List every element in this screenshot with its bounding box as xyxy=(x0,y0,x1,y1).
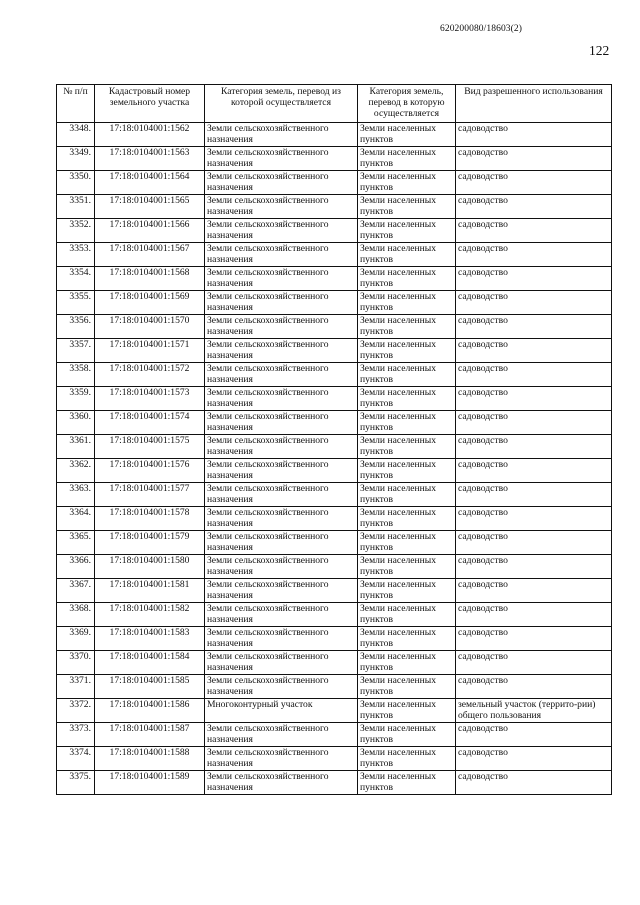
table-header-row xyxy=(57,85,612,123)
cadastral-number: 17:18:0104001:1584 xyxy=(95,651,205,675)
row-number: 3365. xyxy=(57,531,95,555)
category-to: Земли населенных пунктов xyxy=(358,411,456,435)
row-number: 3373. xyxy=(57,723,95,747)
row-number: 3359. xyxy=(57,387,95,411)
table-row xyxy=(57,675,612,699)
cadastral-number: 17:18:0104001:1572 xyxy=(95,363,205,387)
category-from: Земли сельскохозяйственного назначения xyxy=(205,627,358,651)
row-number: 3367. xyxy=(57,579,95,603)
permitted-use: садоводство xyxy=(456,363,612,387)
cadastral-number: 17:18:0104001:1573 xyxy=(95,387,205,411)
permitted-use: садоводство xyxy=(456,387,612,411)
table-row xyxy=(57,243,612,267)
row-number: 3360. xyxy=(57,411,95,435)
category-to: Земли населенных пунктов xyxy=(358,699,456,723)
category-from: Земли сельскохозяйственного назначения xyxy=(205,651,358,675)
permitted-use: садоводство xyxy=(456,555,612,579)
table-row xyxy=(57,147,612,171)
permitted-use: садоводство xyxy=(456,579,612,603)
table-body xyxy=(57,123,612,795)
permitted-use: садоводство xyxy=(456,483,612,507)
category-from: Земли сельскохозяйственного назначения xyxy=(205,411,358,435)
row-number: 3363. xyxy=(57,483,95,507)
category-to: Земли населенных пунктов xyxy=(358,675,456,699)
permitted-use: садоводство xyxy=(456,747,612,771)
row-number: 3358. xyxy=(57,363,95,387)
table-row xyxy=(57,555,612,579)
row-number: 3355. xyxy=(57,291,95,315)
table-row xyxy=(57,123,612,147)
category-to: Земли населенных пунктов xyxy=(358,507,456,531)
permitted-use: садоводство xyxy=(456,267,612,291)
category-to: Земли населенных пунктов xyxy=(358,579,456,603)
category-from: Земли сельскохозяйственного назначения xyxy=(205,555,358,579)
cadastral-number: 17:18:0104001:1567 xyxy=(95,243,205,267)
category-from: Земли сельскохозяйственного назначения xyxy=(205,579,358,603)
row-number: 3357. xyxy=(57,339,95,363)
category-from: Земли сельскохозяйственного назначения xyxy=(205,675,358,699)
table-row xyxy=(57,171,612,195)
cadastral-number: 17:18:0104001:1563 xyxy=(95,147,205,171)
category-from: Земли сельскохозяйственного назначения xyxy=(205,171,358,195)
row-number: 3374. xyxy=(57,747,95,771)
permitted-use: земельный участок (террито-рии) общего пользования xyxy=(456,699,612,723)
permitted-use: садоводство xyxy=(456,291,612,315)
category-to: Земли населенных пунктов xyxy=(358,603,456,627)
table-row xyxy=(57,531,612,555)
cadastral-number: 17:18:0104001:1568 xyxy=(95,267,205,291)
row-number: 3348. xyxy=(57,123,95,147)
cadastral-number: 17:18:0104001:1566 xyxy=(95,219,205,243)
category-from: Земли сельскохозяйственного назначения xyxy=(205,387,358,411)
cadastral-number: 17:18:0104001:1581 xyxy=(95,579,205,603)
row-number: 3353. xyxy=(57,243,95,267)
cadastral-number: 17:18:0104001:1575 xyxy=(95,435,205,459)
row-number: 3371. xyxy=(57,675,95,699)
permitted-use: садоводство xyxy=(456,411,612,435)
column-header-category-to: Категория земель, перевод в которую осуществляется xyxy=(358,85,456,123)
cadastral-number: 17:18:0104001:1578 xyxy=(95,507,205,531)
row-number: 3350. xyxy=(57,171,95,195)
column-header-category-from: Категория земель, перевод из которой осуществляется xyxy=(205,85,358,123)
table-row xyxy=(57,411,612,435)
permitted-use: садоводство xyxy=(456,675,612,699)
table-row xyxy=(57,771,612,795)
row-number: 3361. xyxy=(57,435,95,459)
category-to: Земли населенных пунктов xyxy=(358,723,456,747)
row-number: 3366. xyxy=(57,555,95,579)
permitted-use: садоводство xyxy=(456,603,612,627)
permitted-use: садоводство xyxy=(456,531,612,555)
category-from: Земли сельскохозяйственного назначения xyxy=(205,219,358,243)
cadastral-number: 17:18:0104001:1589 xyxy=(95,771,205,795)
category-to: Земли населенных пунктов xyxy=(358,771,456,795)
category-from: Земли сельскохозяйственного назначения xyxy=(205,723,358,747)
row-number: 3369. xyxy=(57,627,95,651)
category-from: Земли сельскохозяйственного назначения xyxy=(205,435,358,459)
table-row xyxy=(57,651,612,675)
table-row xyxy=(57,387,612,411)
category-from: Земли сельскохозяйственного назначения xyxy=(205,195,358,219)
table-row xyxy=(57,315,612,339)
category-to: Земли населенных пунктов xyxy=(358,747,456,771)
category-from: Земли сельскохозяйственного назначения xyxy=(205,507,358,531)
category-from: Земли сельскохозяйственного назначения xyxy=(205,483,358,507)
category-from: Земли сельскохозяйственного назначения xyxy=(205,363,358,387)
permitted-use: садоводство xyxy=(456,435,612,459)
row-number: 3375. xyxy=(57,771,95,795)
cadastral-number: 17:18:0104001:1576 xyxy=(95,459,205,483)
cadastral-number: 17:18:0104001:1565 xyxy=(95,195,205,219)
table-row xyxy=(57,291,612,315)
permitted-use: садоводство xyxy=(456,315,612,339)
table-row xyxy=(57,507,612,531)
category-to: Земли населенных пунктов xyxy=(358,123,456,147)
table-row xyxy=(57,579,612,603)
category-from: Земли сельскохозяйственного назначения xyxy=(205,603,358,627)
permitted-use: садоводство xyxy=(456,219,612,243)
permitted-use: садоводство xyxy=(456,339,612,363)
table-row xyxy=(57,459,612,483)
cadastral-number: 17:18:0104001:1574 xyxy=(95,411,205,435)
permitted-use: садоводство xyxy=(456,243,612,267)
category-to: Земли населенных пунктов xyxy=(358,195,456,219)
table-row xyxy=(57,435,612,459)
table-row xyxy=(57,723,612,747)
table-row xyxy=(57,747,612,771)
column-header-number: № п/п xyxy=(57,85,95,123)
permitted-use: садоводство xyxy=(456,651,612,675)
document-number: 620200080/18603(2) xyxy=(440,24,523,34)
cadastral-number: 17:18:0104001:1564 xyxy=(95,171,205,195)
cadastral-number: 17:18:0104001:1577 xyxy=(95,483,205,507)
category-to: Земли населенных пунктов xyxy=(358,627,456,651)
row-number: 3351. xyxy=(57,195,95,219)
row-number: 3368. xyxy=(57,603,95,627)
cadastral-number: 17:18:0104001:1579 xyxy=(95,531,205,555)
permitted-use: садоводство xyxy=(456,507,612,531)
category-from: Многоконтурный участок xyxy=(205,699,358,723)
cadastral-number: 17:18:0104001:1585 xyxy=(95,675,205,699)
cadastral-number: 17:18:0104001:1570 xyxy=(95,315,205,339)
page-number: 122 xyxy=(589,43,610,58)
category-from: Земли сельскохозяйственного назначения xyxy=(205,459,358,483)
column-header-cadastral: Кадастровый номер земельного участка xyxy=(95,85,205,123)
category-from: Земли сельскохозяйственного назначения xyxy=(205,747,358,771)
category-from: Земли сельскохозяйственного назначения xyxy=(205,267,358,291)
table-row xyxy=(57,603,612,627)
category-from: Земли сельскохозяйственного назначения xyxy=(205,147,358,171)
row-number: 3354. xyxy=(57,267,95,291)
cadastral-number: 17:18:0104001:1562 xyxy=(95,123,205,147)
row-number: 3349. xyxy=(57,147,95,171)
cadastral-number: 17:18:0104001:1569 xyxy=(95,291,205,315)
land-plots-table xyxy=(56,84,612,795)
table-row xyxy=(57,219,612,243)
category-to: Земли населенных пунктов xyxy=(358,267,456,291)
table-row xyxy=(57,627,612,651)
category-to: Земли населенных пунктов xyxy=(358,363,456,387)
cadastral-number: 17:18:0104001:1571 xyxy=(95,339,205,363)
category-from: Земли сельскохозяйственного назначения xyxy=(205,291,358,315)
category-from: Земли сельскохозяйственного назначения xyxy=(205,123,358,147)
table-row xyxy=(57,363,612,387)
category-to: Земли населенных пунктов xyxy=(358,651,456,675)
category-from: Земли сельскохозяйственного назначения xyxy=(205,315,358,339)
category-to: Земли населенных пунктов xyxy=(358,555,456,579)
cadastral-number: 17:18:0104001:1586 xyxy=(95,699,205,723)
table-row xyxy=(57,483,612,507)
category-from: Земли сельскохозяйственного назначения xyxy=(205,531,358,555)
category-to: Земли населенных пунктов xyxy=(358,435,456,459)
permitted-use: садоводство xyxy=(456,771,612,795)
table-row xyxy=(57,699,612,723)
cadastral-number: 17:18:0104001:1588 xyxy=(95,747,205,771)
category-to: Земли населенных пунктов xyxy=(358,291,456,315)
table-row xyxy=(57,267,612,291)
cadastral-number: 17:18:0104001:1587 xyxy=(95,723,205,747)
category-to: Земли населенных пунктов xyxy=(358,147,456,171)
permitted-use: садоводство xyxy=(456,123,612,147)
table-row xyxy=(57,339,612,363)
permitted-use: садоводство xyxy=(456,723,612,747)
category-from: Земли сельскохозяйственного назначения xyxy=(205,243,358,267)
category-from: Земли сельскохозяйственного назначения xyxy=(205,339,358,363)
permitted-use: садоводство xyxy=(456,195,612,219)
row-number: 3372. xyxy=(57,699,95,723)
row-number: 3362. xyxy=(57,459,95,483)
category-to: Земли населенных пунктов xyxy=(358,459,456,483)
row-number: 3370. xyxy=(57,651,95,675)
cadastral-number: 17:18:0104001:1583 xyxy=(95,627,205,651)
permitted-use: садоводство xyxy=(456,627,612,651)
row-number: 3356. xyxy=(57,315,95,339)
row-number: 3352. xyxy=(57,219,95,243)
category-from: Земли сельскохозяйственного назначения xyxy=(205,771,358,795)
category-to: Земли населенных пунктов xyxy=(358,483,456,507)
category-to: Земли населенных пунктов xyxy=(358,219,456,243)
permitted-use: садоводство xyxy=(456,459,612,483)
column-header-permitted-use: Вид разрешенного использования xyxy=(456,85,612,123)
category-to: Земли населенных пунктов xyxy=(358,243,456,267)
permitted-use: садоводство xyxy=(456,171,612,195)
category-to: Земли населенных пунктов xyxy=(358,339,456,363)
category-to: Земли населенных пунктов xyxy=(358,171,456,195)
cadastral-number: 17:18:0104001:1582 xyxy=(95,603,205,627)
row-number: 3364. xyxy=(57,507,95,531)
category-to: Земли населенных пунктов xyxy=(358,531,456,555)
category-to: Земли населенных пунктов xyxy=(358,315,456,339)
permitted-use: садоводство xyxy=(456,147,612,171)
cadastral-number: 17:18:0104001:1580 xyxy=(95,555,205,579)
category-to: Земли населенных пунктов xyxy=(358,387,456,411)
table-row xyxy=(57,195,612,219)
